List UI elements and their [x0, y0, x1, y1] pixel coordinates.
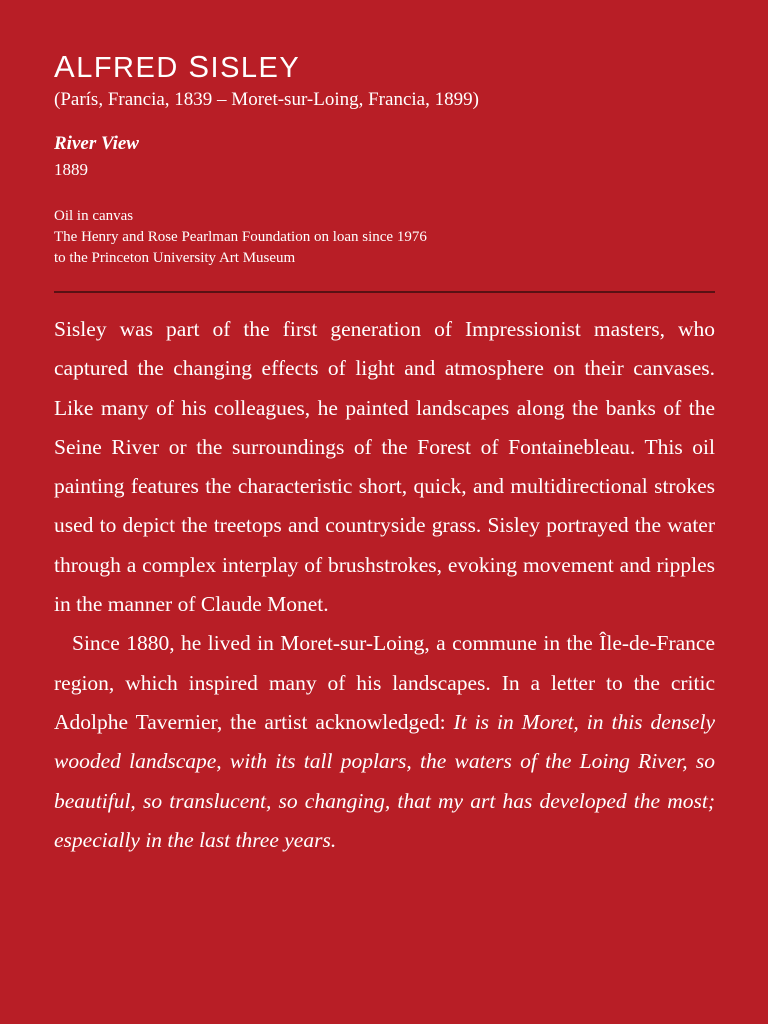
credit-line-1: The Henry and Rose Pearlman Foundation on loan since 1976 [54, 229, 427, 245]
artwork-credits [54, 206, 427, 269]
description [54, 310, 715, 860]
credit-line-2: to the Princeton University Art Museum [54, 250, 296, 266]
artwork-year: 1889 [54, 160, 88, 179]
artwork-medium: Oil in canvas [54, 208, 134, 224]
artist-name-text: ALFRED SISLEY [54, 49, 301, 84]
divider [54, 291, 715, 293]
description-paragraph-2 [54, 624, 715, 860]
artist-life-dates: (París, Francia, 1839 – Moret-sur-Loing, Francia, 1899) [54, 89, 479, 110]
artist-quote: It is in Moret, in this densely wooded landscape, with its tall poplars, the waters of the Loing River, so beautiful, so translucent, so changing, that my art has developed the most; especially in the last three years. [54, 709, 715, 852]
artwork-title: River View [54, 133, 139, 154]
paragraph-2-intro: Since 1880, he lived in Moret-sur-Loing, a commune in the Île-de-France region, which inspired many of his landscapes. In a letter to the critic Adolphe Tavernier, the artist acknowledged: [54, 631, 715, 734]
description-paragraph-1: Sisley was part of the first generation of Impressionist masters, who captured the changing effects of light and atmosphere on their canvases. Like many of his colleagues, he painted landscapes along the banks of the Seine River or the surroundings of the Forest of Fontainebleau. This oil painting features the characteristic short, quick, and multidirectional strokes used to depict the treetops and countryside grass. Sisley portrayed the water through a complex interplay of brushstrokes, evoking movement and ripples in the manner of Claude Monet. [54, 317, 715, 617]
artist-name [54, 50, 300, 85]
